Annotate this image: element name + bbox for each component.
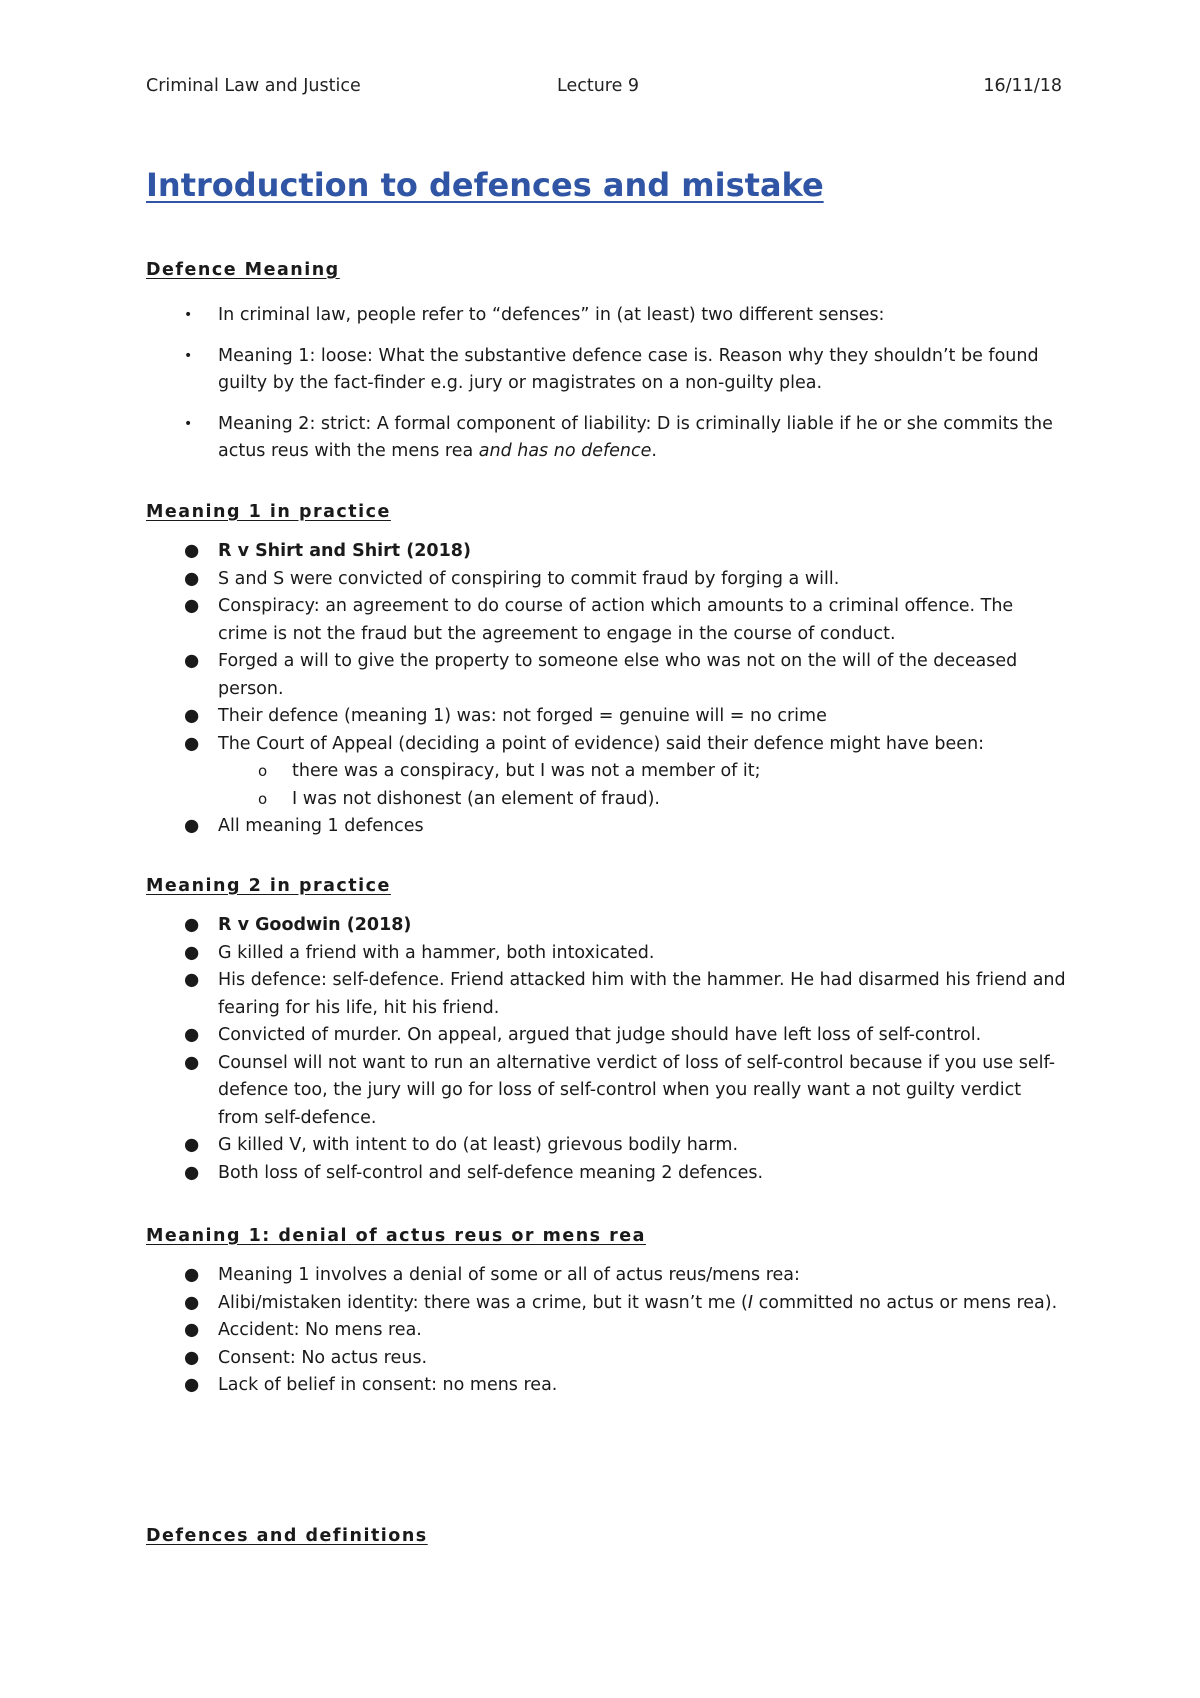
list-item xyxy=(146,1290,1066,1318)
list-item xyxy=(146,538,1066,566)
bullet-marker: • xyxy=(184,307,193,323)
bullet-list xyxy=(146,912,1066,1187)
item-text: Alibi/mistaken identity: there was a crime, but it wasn’t me ( xyxy=(218,1292,748,1313)
list-item xyxy=(146,967,1066,1022)
bullet-marker: ● xyxy=(184,1162,200,1183)
item-text: Convicted of murder. On appeal, argued that judge should have left loss of self-control. xyxy=(218,1025,982,1045)
list-item xyxy=(146,912,1066,940)
item-text: Forged a will to give the property to someone else who was not on the will of the deceased person. xyxy=(218,651,1018,699)
list-item xyxy=(146,411,1066,466)
section-heading: Meaning 1: denial of actus reus or mens rea xyxy=(146,1226,646,1246)
bullet-marker: ● xyxy=(184,541,200,561)
list-item xyxy=(146,1022,1066,1050)
bullet-list xyxy=(146,302,1066,466)
bullet-marker: ● xyxy=(184,651,200,671)
item-text: Both loss of self-control and self-defence meaning 2 defences. xyxy=(218,1162,764,1183)
list-item xyxy=(146,703,1066,731)
section-heading: Defence Meaning xyxy=(146,260,340,280)
bullet-marker: ● xyxy=(184,915,200,935)
list-item xyxy=(146,813,1066,841)
page-header xyxy=(146,76,1062,100)
list-item xyxy=(146,1372,1066,1400)
list-item xyxy=(146,343,1066,398)
header-date: 16/11/18 xyxy=(983,76,1062,96)
sub-list-item xyxy=(146,758,1066,786)
item-text-italic: and has no defence xyxy=(478,441,652,461)
list-item xyxy=(146,1345,1066,1373)
header-lecture: Lecture 9 xyxy=(557,76,640,96)
list-item xyxy=(146,1160,1066,1188)
list-item xyxy=(146,566,1066,594)
section-denial-actus-mens xyxy=(146,1226,1066,1400)
item-text: Consent: No actus reus. xyxy=(218,1347,428,1368)
bullet-marker: ● xyxy=(184,1375,200,1395)
list-item xyxy=(146,593,1066,648)
item-text-end: . xyxy=(651,441,657,461)
bullet-marker: ● xyxy=(184,1320,200,1340)
item-text: Meaning 1 involves a denial of some or all of actus reus/mens rea: xyxy=(218,1265,800,1285)
list-item xyxy=(146,940,1066,968)
bullet-marker: ● xyxy=(184,942,200,963)
item-text: The Court of Appeal (deciding a point of evidence) said their defence might have been: xyxy=(218,733,985,754)
bullet-marker: • xyxy=(184,347,193,364)
item-text: His defence: self-defence. Friend attacked him with the hammer. He had disarmed his friend and fearing for his life, hit his friend. xyxy=(218,970,1066,1018)
section-heading: Meaning 2 in practice xyxy=(146,876,391,896)
bullet-marker: ● xyxy=(184,1292,200,1313)
list-item xyxy=(146,731,1066,759)
section-meaning-1-practice xyxy=(146,502,1066,841)
section-heading: Defences and definitions xyxy=(146,1526,428,1546)
list-item xyxy=(146,648,1066,703)
list-item xyxy=(146,1050,1066,1133)
document-title: Introduction to defences and mistake xyxy=(146,166,824,204)
bullet-marker: ● xyxy=(184,706,200,726)
bullet-marker: ● xyxy=(184,1052,200,1073)
list-item xyxy=(146,1262,1066,1290)
bullet-list xyxy=(146,1262,1066,1400)
item-text: Counsel will not want to run an alternative verdict of loss of self-control because if you use self-defence too, the jury will go for loss of self-control when you really want a not guilty verdict from self-defence. xyxy=(218,1052,1056,1128)
item-text: there was a conspiracy, but I was not a member of it; xyxy=(292,761,761,781)
item-text: Lack of belief in consent: no mens rea. xyxy=(218,1375,558,1395)
list-item xyxy=(146,1132,1066,1160)
bullet-list xyxy=(146,538,1066,841)
item-text-end: committed no actus or mens rea). xyxy=(753,1292,1058,1313)
item-text: S and S were convicted of conspiring to commit fraud by forging a will. xyxy=(218,568,840,589)
item-text: All meaning 1 defences xyxy=(218,816,424,836)
section-defences-definitions xyxy=(146,1526,1066,1546)
bullet-marker: ● xyxy=(184,1347,200,1368)
item-text: I was not dishonest (an element of fraud). xyxy=(292,788,660,809)
list-item xyxy=(146,1317,1066,1345)
item-text: Conspiracy: an agreement to do course of action which amounts to a criminal offence. The crime is not the fraud but the agreement to engage in the course of conduct. xyxy=(218,596,1014,644)
bullet-marker: ● xyxy=(184,596,200,616)
sub-list-item xyxy=(146,786,1066,814)
bullet-marker: ● xyxy=(184,816,200,836)
sub-bullet-marker: o xyxy=(258,789,268,808)
bullet-marker: ● xyxy=(184,568,200,589)
bullet-marker: ● xyxy=(184,733,200,754)
section-meaning-2-practice xyxy=(146,876,1066,1187)
item-text: Meaning 2: strict: A formal component of liability: D is criminally liable if he or she commits the actus reus with the mens rea xyxy=(218,413,1053,461)
bullet-marker: ● xyxy=(184,1135,200,1155)
case-name: R v Shirt and Shirt (2018) xyxy=(218,541,471,561)
item-text: G killed V, with intent to do (at least) grievous bodily harm. xyxy=(218,1135,739,1155)
bullet-marker: ● xyxy=(184,1265,200,1285)
item-text: G killed a friend with a hammer, both intoxicated. xyxy=(218,942,655,963)
bullet-marker: • xyxy=(184,415,193,432)
item-text: Their defence (meaning 1) was: not forged = genuine will = no crime xyxy=(218,706,827,726)
section-heading: Meaning 1 in practice xyxy=(146,502,391,522)
item-text: Meaning 1: loose: What the substantive defence case is. Reason why they shouldn’t be found guilty by the fact-finder e.g. jury or magistrates on a non-guilty plea. xyxy=(218,345,1039,393)
header-course: Criminal Law and Justice xyxy=(146,76,361,96)
bullet-marker: ● xyxy=(184,1025,200,1045)
item-text: Accident: No mens rea. xyxy=(218,1320,422,1340)
item-text-italic: I xyxy=(747,1292,754,1313)
case-name: R v Goodwin (2018) xyxy=(218,915,412,935)
item-text: In criminal law, people refer to “defences” in (at least) two different senses: xyxy=(218,305,885,325)
sub-bullet-marker: o xyxy=(258,762,268,780)
bullet-marker: ● xyxy=(184,970,200,990)
section-defence-meaning xyxy=(146,260,1066,479)
list-item xyxy=(146,302,1066,330)
